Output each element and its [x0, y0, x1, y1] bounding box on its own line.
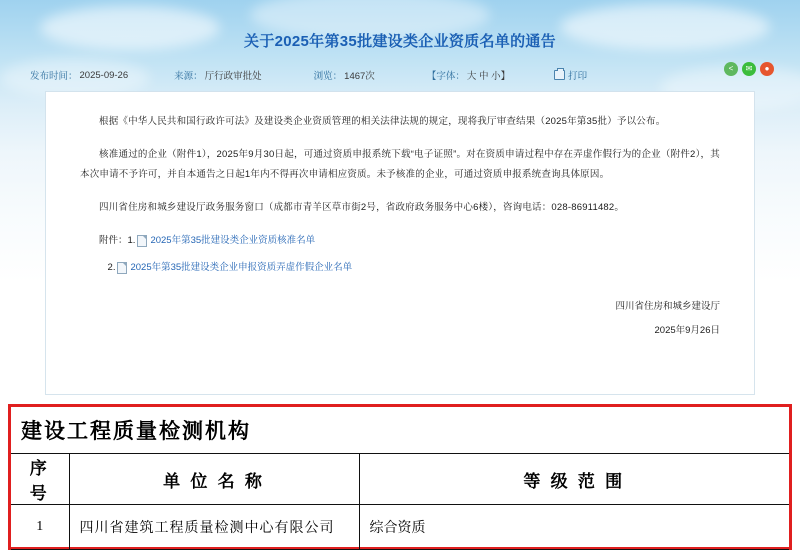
document-icon: [137, 235, 147, 247]
column-header-name: 单 位 名 称: [69, 454, 359, 505]
font-size-control[interactable]: [427, 68, 510, 82]
source: [174, 68, 262, 82]
social-share-group[interactable]: [724, 62, 774, 76]
paragraph-3: 四川省住房和城乡建设厅政务服务窗口（成都市青羊区草市街2号，省政府政务服务中心6楼），咨询电话：028-86911482。: [99, 201, 625, 213]
attachment-number-2: 2.: [107, 261, 116, 273]
column-header-index: 序号: [11, 454, 69, 505]
paragraph-2: 核准通过的企业（附件1），2025年9月30日起，可通过资质申报系统下载“电子证照”。对在资质申请过程中存在弄虚作假行为的企业（附件2），其本次申请不予许可，并自本通告之日起1年内不得再次申请相应资质。未予核准的企业，可通过资质申报系统查询具体原因。: [80, 148, 720, 180]
view-count: [314, 68, 375, 82]
attachment-link-1[interactable]: 2025年第35批建设类企业资质核准名单: [150, 234, 316, 246]
cell-scope: 综合资质: [359, 505, 789, 550]
publish-time-label: 发布时间：: [30, 71, 78, 82]
attachment-row-2[interactable]: [80, 258, 720, 278]
print-label: 打印: [568, 71, 588, 82]
page-title: 关于2025年第35批建设类企业资质名单的通告: [244, 33, 556, 50]
weibo-icon[interactable]: ●: [760, 62, 774, 76]
table-header-row: [11, 454, 789, 505]
font-size-options[interactable]: 大 中 小】: [466, 71, 511, 82]
source-value: 厅行政审批处: [204, 71, 262, 82]
share-icon[interactable]: <: [724, 62, 738, 76]
print-button[interactable]: [554, 68, 587, 82]
cell-company-name: 四川省建筑工程质量检测中心有限公司: [69, 505, 359, 550]
source-label: 来源：: [174, 71, 203, 82]
view-count-value: 1467次: [344, 71, 375, 82]
font-size-label: 【字体：: [426, 71, 465, 82]
document-body: [46, 92, 754, 278]
table-row: [11, 505, 789, 550]
document-icon: [117, 262, 127, 274]
meta-bar: [30, 64, 770, 86]
attachments-label: 附件：: [99, 234, 128, 246]
publish-time: [30, 68, 128, 82]
attachment-number-1: 1.: [127, 234, 136, 246]
publish-time-value: 2025-09-26: [79, 69, 129, 81]
sign-date: 2025年9月26日: [654, 324, 720, 336]
highlighted-table-frame: [8, 404, 792, 550]
printer-icon: [554, 70, 565, 80]
signer: 四川省住房和城乡建设厅: [615, 300, 720, 312]
view-count-label: 浏览：: [313, 71, 343, 82]
attachment-link-2[interactable]: 2025年第35批建设类企业申报资质弄虚作假企业名单: [130, 261, 353, 273]
attachment-row-1[interactable]: [80, 231, 720, 251]
table-title: 建设工程质量检测机构: [11, 407, 789, 454]
table-title-row: [11, 407, 789, 454]
quality-inspection-table: [11, 407, 789, 550]
wechat-icon[interactable]: ✉: [742, 62, 756, 76]
cell-index: 1: [11, 505, 69, 550]
paragraph-1: 根据《中华人民共和国行政许可法》及建设类企业资质管理的相关法律法规的规定，现将我厅审查结果（2025年第35批）予以公布。: [99, 116, 666, 127]
document-card: [46, 92, 754, 394]
column-header-scope: 等 级 范 围: [359, 454, 789, 505]
